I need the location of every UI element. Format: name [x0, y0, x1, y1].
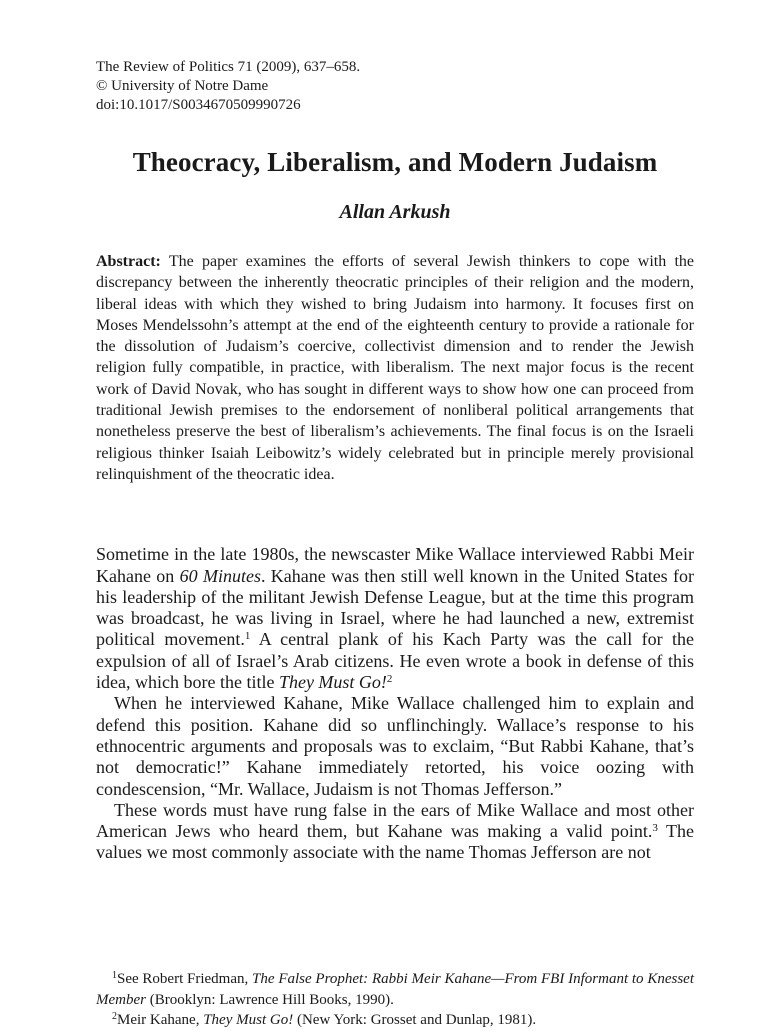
footnote-text: See Robert Friedman,	[117, 971, 253, 987]
abstract-text: The paper examines the efforts of several Jewish thinkers to cope with the discrepancy between the inherently theocratic principles of their religion and the modern, liberal ideas with which they wished to bring Judaism into harmony. It focuses first on Moses Mendelssohn’s attempt at the end of the eighteenth century to provide a rationale for the dissolution of Judaism’s coercive, collectivist dimension and to render the Jewish religion fully compatible, in practice, with liberalism. The next major focus is the recent work of David Novak, who has sought in different ways to show how one can proceed from traditional Jewish premises to the endorsement of nonliberal political arrangements that nonetheless preserve the best of liberalism’s achievements. The final focus is on the Israeli religious thinker Isaiah Leibowitz’s widely celebrated but in principle merely provisional relinquishment of the theocratic idea.	[96, 253, 695, 483]
abstract	[96, 251, 694, 485]
footnote-text: Meir Kahane,	[117, 1012, 204, 1028]
footnote-ref-3[interactable]: 3	[652, 822, 658, 835]
footnote-book-title: They Must Go!	[203, 1012, 294, 1028]
footnote-ref-2[interactable]: 2	[386, 673, 393, 686]
footnote-text: (Brooklyn: Lawrence Hill Books, 1990).	[145, 991, 394, 1008]
footnote-book-title: The False Prophet: Rabbi Meir Kahane—From FBI Informant to Knesset Member	[96, 971, 694, 1008]
show-title: 60 Minutes	[179, 565, 261, 586]
article-title: Theocracy, Liberalism, and Modern Judaism	[132, 147, 658, 177]
journal-citation: The Review of Politics 71 (2009), 637–658.	[96, 59, 361, 75]
paragraph-text: Sometime in the late 1980s, the newscaster Mike Wallace interviewed Rabbi Meir Kahane on	[96, 544, 694, 586]
footnote-ref-1[interactable]: 1	[244, 630, 251, 643]
footnotes	[96, 969, 694, 1031]
article-page	[96, 58, 694, 864]
body-paragraph-1	[96, 544, 694, 693]
paragraph-text: The values we most commonly associate with the name Thomas Jefferson are not	[96, 821, 695, 863]
footnote-1	[96, 969, 694, 1010]
paragraph-text: . Kahane was then still well known in the United States for his leadership of the militant Jewish Defense League, but at the time this program was broadcast, he was living in Israel, where he had launched a new, extremist political movement.	[96, 565, 695, 650]
book-title: They Must Go!	[278, 672, 387, 693]
body-paragraph-2: When he interviewed Kahane, Mike Wallace challenged him to explain and defend this position. Kahane did so unflinchingly. Wallace’s response to his ethnocentric arguments and proposals was to exclaim, “But Rabbi Kahane, that’s not democratic!” Kahane immediately retorted, his voice oozing with condescension, “Mr. Wallace, Judaism is not Thomas Jefferson.”	[96, 693, 694, 799]
body-paragraph-3	[96, 800, 694, 864]
paragraph-text: These words must have rung false in the ears of Mike Wallace and most other American Jews who heard them, but Kahane was making a valid point.	[96, 799, 694, 842]
footnote-number: 2	[112, 1011, 117, 1022]
body-text	[96, 544, 694, 863]
doi-line: doi:10.1017/S0034670509990726	[96, 97, 301, 113]
footnote-text: (New York: Grosset and Dunlap, 1981).	[293, 1012, 537, 1028]
article-author: Allan Arkush	[339, 201, 451, 223]
paragraph-text: A central plank of his Kach Party was the call for the expulsion of all of Israel’s Arab citizens. He even wrote a book in defense of this idea, which bore the title	[96, 629, 695, 693]
copyright-line: © University of Notre Dame	[96, 78, 269, 94]
publication-info	[96, 58, 694, 115]
footnote-2	[96, 1010, 694, 1031]
abstract-label: Abstract:	[96, 253, 161, 270]
footnote-number: 1	[112, 970, 117, 981]
